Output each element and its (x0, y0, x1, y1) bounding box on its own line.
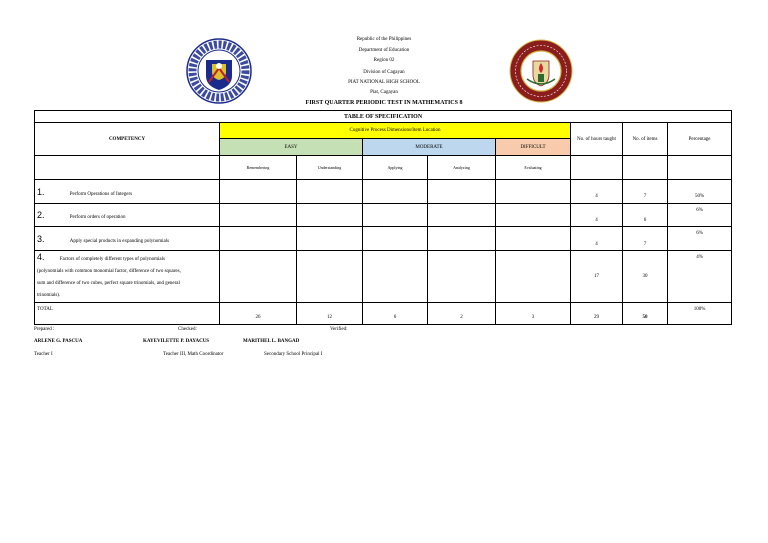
blank-cell (668, 156, 732, 180)
items-value: 7 (623, 227, 668, 251)
moderate-header: MODERATE (363, 139, 496, 156)
header-line-region: Region 02 (373, 58, 395, 63)
total-hours: 29 (571, 303, 623, 325)
competency-text: Factors of completely different types of polynomials (59, 257, 165, 262)
header-line-town: Piat, Cagayan (370, 90, 398, 95)
level-applying: Applying (363, 156, 428, 180)
percent-value: 6% (668, 204, 732, 227)
header-line-deped: Department of Education (358, 48, 410, 53)
items-header: No. of items (623, 123, 668, 156)
level-analyzing: Analyzing (428, 156, 496, 180)
blank-cell (35, 156, 220, 180)
total-remembering: 26 (220, 303, 297, 325)
competency-text-detail-2: sum and difference of two cubes, perfect square trinomials, and general (37, 281, 180, 286)
row-number: 4. (37, 252, 45, 262)
table-row (35, 180, 732, 204)
total-analyzing: 2 (428, 303, 496, 325)
easy-header: EASY (220, 139, 363, 156)
total-percent: 100% (668, 303, 732, 325)
percent-value: 4% (668, 251, 732, 303)
verified-position: Secondary School Principal I (264, 352, 323, 357)
table-row (35, 204, 732, 227)
total-evaluating: 3 (496, 303, 571, 325)
row-number: 2. (37, 210, 45, 220)
test-title: FIRST QUARTER PERIODIC TEST IN MATHEMATICS 8 (305, 100, 463, 106)
hours-value: 4 (571, 227, 623, 251)
total-row (35, 303, 732, 325)
total-label: TOTAL (35, 303, 220, 325)
verified-name: MARITHEL L. BANGAD (243, 339, 300, 344)
competency-text-detail-1: (polynomials with common monomial factor, difference of two squares, (37, 269, 181, 274)
prepared-position: Teacher I (34, 352, 53, 357)
cognitive-header: Cognitive Process Dimensions/Item Location (220, 123, 571, 139)
checked-name: KAYEVILETTE P. DAYACUS (143, 339, 210, 344)
verified-label: Verified: (330, 327, 348, 332)
percentage-header: Percentage (668, 123, 732, 156)
level-evaluating: Evaluating (496, 156, 571, 180)
hours-value: 4 (571, 204, 623, 227)
items-value: 30 (623, 251, 668, 303)
checked-position: Teacher III, Math Coordinator (163, 352, 224, 357)
competency-text-detail-3: trinomials). (37, 293, 61, 298)
competency-cell (35, 204, 220, 227)
checked-label: Checked: (178, 327, 197, 332)
table-of-specification (34, 110, 732, 325)
items-value: 6 (623, 204, 668, 227)
difficult-header: DIFFICULT (496, 139, 571, 156)
deped-seal-logo (186, 38, 252, 104)
total-items: 50 (623, 303, 668, 325)
row-number: 1. (37, 186, 45, 197)
level-remembering: Remembering (220, 156, 297, 180)
percent-value: 50% (668, 180, 732, 204)
competency-text: Apply special products in expanding polynomials (69, 238, 170, 244)
prepared-name: ARLENE G. PASCUA (34, 339, 83, 344)
row-number: 3. (37, 233, 45, 244)
table-row (35, 251, 732, 303)
items-value: 7 (623, 180, 668, 204)
hours-value: 4 (571, 180, 623, 204)
competency-cell (35, 180, 220, 204)
total-understanding: 12 (297, 303, 363, 325)
school-seal-logo (509, 39, 573, 103)
table-row (35, 227, 732, 251)
header-line-republic: Republic of the Philippines (356, 37, 412, 42)
level-understanding: Understanding (297, 156, 363, 180)
hours-value: 17 (571, 251, 623, 303)
percent-value: 6% (668, 227, 732, 251)
competency-text: Perform orders of operation (69, 215, 126, 220)
competency-text: Perform Operations of Integers (69, 191, 133, 197)
competency-cell (35, 251, 220, 303)
table-title: TABLE OF SPECIFICATION (35, 111, 732, 123)
hours-header: No. of hours taught (571, 123, 623, 156)
header-line-division: Division of Cagayan (363, 70, 405, 75)
blank-cell (571, 156, 623, 180)
total-applying: 6 (363, 303, 428, 325)
competency-header: COMPETENCY (35, 123, 220, 156)
prepared-label: Prepared : (34, 327, 55, 332)
competency-cell (35, 227, 220, 251)
blank-cell (623, 156, 668, 180)
header-line-school: PIAT NATIONAL HIGH SCHOOL (348, 80, 420, 85)
